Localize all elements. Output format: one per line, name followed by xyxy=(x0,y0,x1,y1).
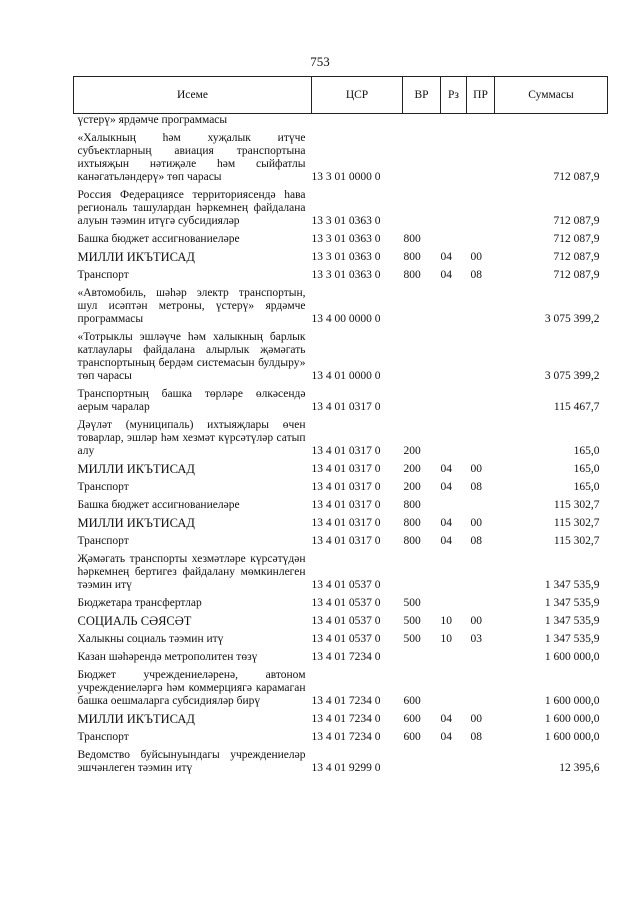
cell-name: Казан шәһәрендә метрополитен төзү xyxy=(77,651,258,663)
cell-name: Россия Федерациясе территориясендә һава региональ ташулардан һәркемнең файдалана алуын тәэмин итүгә субсидияләр xyxy=(77,189,306,227)
cell-name: Транспорт xyxy=(77,481,129,493)
table-row xyxy=(74,268,608,286)
cell-sum: 712 087,9 xyxy=(553,171,600,183)
cell-rz: 04 xyxy=(440,251,452,263)
cell-pr: 00 xyxy=(470,251,482,263)
cell-pr xyxy=(467,114,495,132)
cell-pr xyxy=(467,668,495,712)
cell-name: Бюджетара трансфертлар xyxy=(77,597,202,609)
cell-rz xyxy=(441,188,467,232)
cell-pr: 00 xyxy=(470,517,482,529)
cell-name: Дәүләт (муниципаль) ихтыяҗлары өчен товарлар, эшләр һәм хезмәт күрсәтүләр сатып алу xyxy=(77,419,306,457)
cell-pr: 00 xyxy=(470,463,482,475)
header-pr: ПР xyxy=(467,77,495,114)
cell-csr: 13 3 01 0363 0 xyxy=(311,251,381,263)
cell-name: «Тотрыклы эшләүче һәм халыкның барлык катлаулары файдалана алырлык җәмәгать транспортының бердәм системасын булдыру» төп чарасы xyxy=(77,331,306,382)
cell-rz xyxy=(441,330,467,387)
cell-vr: 500 xyxy=(403,597,421,609)
cell-csr: 13 4 01 0317 0 xyxy=(311,445,381,457)
cell-pr xyxy=(467,131,495,188)
cell-sum: 1 347 535,9 xyxy=(544,597,600,609)
cell-rz xyxy=(441,498,467,516)
cell-pr xyxy=(467,650,495,668)
cell-name: «Автомобиль, шәһәр электр транспортын, шул исәптән метроны, үстерү» ярдәмче программасы xyxy=(77,287,306,325)
cell-rz xyxy=(441,552,467,596)
cell-name: Ведомство буйсынуындагы учреждениеләр эшчәнлеген тәэмин итү xyxy=(77,749,306,774)
table-row xyxy=(74,286,608,330)
header-csr: ЦСР xyxy=(312,77,403,114)
cell-pr: 00 xyxy=(470,615,482,627)
header-sum: Суммасы xyxy=(495,77,608,114)
cell-sum: 1 600 000,0 xyxy=(544,731,600,743)
cell-rz xyxy=(441,286,467,330)
cell-csr: 13 4 01 9299 0 xyxy=(311,762,381,774)
cell-rz xyxy=(441,232,467,250)
cell-rz xyxy=(441,131,467,188)
cell-sum: 1 600 000,0 xyxy=(544,695,600,707)
cell-rz: 04 xyxy=(440,731,452,743)
cell-sum: 712 087,9 xyxy=(553,233,600,245)
cell-csr: 13 4 01 7234 0 xyxy=(311,695,381,707)
cell-name: МИЛЛИ ИКЪТИСАД xyxy=(77,250,195,264)
cell-sum: 712 087,9 xyxy=(553,251,600,263)
table-header xyxy=(74,77,608,114)
cell-pr xyxy=(467,498,495,516)
cell-name: СОЦИАЛЬ СӘЯСӘТ xyxy=(77,614,192,628)
table-row xyxy=(74,552,608,596)
cell-sum: 1 600 000,0 xyxy=(544,713,600,725)
cell-csr: 13 4 01 7234 0 xyxy=(311,713,381,725)
table-row xyxy=(74,614,608,632)
cell-vr xyxy=(403,748,441,779)
table-row xyxy=(74,232,608,250)
cell-name: Транспорт xyxy=(77,535,129,547)
table-row xyxy=(74,632,608,650)
cell-csr: 13 4 01 0317 0 xyxy=(311,535,381,547)
cell-name: Транспортның башка төрләре өлкәсендә аерым чаралар xyxy=(77,388,306,413)
cell-name: үстерү» ярдәмче программасы xyxy=(77,114,228,126)
table-row xyxy=(74,650,608,668)
header-name: Исеме xyxy=(74,77,312,114)
cell-vr: 500 xyxy=(403,615,421,627)
cell-sum: 115 302,7 xyxy=(553,535,600,547)
cell-csr: 13 4 01 0000 0 xyxy=(311,370,381,382)
cell-csr: 13 3 01 0363 0 xyxy=(311,233,381,245)
table-row xyxy=(74,418,608,462)
cell-vr xyxy=(403,330,441,387)
cell-pr xyxy=(467,232,495,250)
cell-pr: 08 xyxy=(470,481,482,493)
cell-name: МИЛЛИ ИКЪТИСАД xyxy=(77,462,195,476)
cell-vr: 600 xyxy=(403,695,421,707)
cell-sum: 3 075 399,2 xyxy=(544,370,600,382)
table-row xyxy=(74,534,608,552)
cell-csr: 13 3 01 0363 0 xyxy=(311,269,381,281)
cell-vr: 600 xyxy=(403,731,421,743)
cell-sum: 12 395,6 xyxy=(559,762,600,774)
cell-rz xyxy=(441,748,467,779)
cell-vr xyxy=(403,552,441,596)
table-row xyxy=(74,498,608,516)
cell-csr: 13 4 00 0000 0 xyxy=(311,313,381,325)
cell-name: МИЛЛИ ИКЪТИСАД xyxy=(77,516,195,530)
header-vr: ВР xyxy=(403,77,441,114)
cell-vr: 200 xyxy=(403,481,421,493)
cell-name: Бюджет учреждениеләренә, автоном учреждениеләргә һәм коммерциягә карамаган башка оешмаларга субсидияләр бирү xyxy=(77,669,306,707)
cell-rz: 10 xyxy=(440,615,452,627)
cell-rz xyxy=(441,387,467,418)
header-row xyxy=(74,77,608,114)
cell-csr: 13 4 01 0537 0 xyxy=(311,615,381,627)
cell-vr xyxy=(403,188,441,232)
cell-sum: 712 087,9 xyxy=(553,215,600,227)
cell-vr: 500 xyxy=(403,633,421,645)
table-row xyxy=(74,330,608,387)
cell-sum xyxy=(495,114,608,132)
cell-sum: 165,0 xyxy=(573,481,600,493)
cell-vr: 200 xyxy=(403,463,421,475)
cell-name: Халыкны социаль тәэмин итү xyxy=(77,633,224,645)
cell-csr: 13 4 01 0537 0 xyxy=(311,597,381,609)
table-row xyxy=(74,596,608,614)
table-row xyxy=(74,668,608,712)
table-row xyxy=(74,480,608,498)
cell-rz: 04 xyxy=(440,535,452,547)
cell-vr xyxy=(403,387,441,418)
table-row xyxy=(74,516,608,534)
cell-csr: 13 4 01 0537 0 xyxy=(311,633,381,645)
cell-sum: 115 302,7 xyxy=(553,517,600,529)
cell-csr: 13 4 01 0317 0 xyxy=(311,499,381,511)
cell-pr xyxy=(467,418,495,462)
cell-csr: 13 3 01 0000 0 xyxy=(311,171,381,183)
cell-pr xyxy=(467,330,495,387)
cell-name: МИЛЛИ ИКЪТИСАД xyxy=(77,712,195,726)
cell-vr xyxy=(403,114,441,132)
cell-vr xyxy=(403,650,441,668)
cell-rz: 04 xyxy=(440,463,452,475)
cell-sum: 1 347 535,9 xyxy=(544,579,600,591)
cell-name: Башка бюджет ассигнованиеләре xyxy=(77,233,240,245)
cell-pr xyxy=(467,387,495,418)
cell-rz: 04 xyxy=(440,269,452,281)
cell-sum: 165,0 xyxy=(573,445,600,457)
table-body xyxy=(74,114,608,780)
cell-sum: 1 347 535,9 xyxy=(544,633,600,645)
cell-pr: 08 xyxy=(470,535,482,547)
cell-name: Җәмәгать транспорты хезмәтләре күрсәтүдән һәркемнең бертигез файдалану мөмкинлеген тәэмин итү xyxy=(77,553,306,591)
cell-pr xyxy=(467,188,495,232)
cell-sum: 3 075 399,2 xyxy=(544,313,600,325)
cell-pr xyxy=(467,552,495,596)
cell-pr: 08 xyxy=(470,269,482,281)
cell-pr: 00 xyxy=(470,713,482,725)
table-row xyxy=(74,188,608,232)
cell-sum: 712 087,9 xyxy=(553,269,600,281)
cell-vr xyxy=(403,131,441,188)
cell-name: Транспорт xyxy=(77,731,129,743)
cell-csr: 13 4 01 0317 0 xyxy=(311,481,381,493)
cell-name: Транспорт xyxy=(77,269,129,281)
cell-rz xyxy=(441,114,467,132)
cell-name: «Халыкның һәм хуҗалык итүче субъектларның авиация транспортына ихтыяҗын нәтиҗәле һәм сыйфатлы канәгатьләндерү» төп чарасы xyxy=(77,132,306,183)
cell-rz xyxy=(441,596,467,614)
cell-vr: 800 xyxy=(403,251,421,263)
cell-sum: 115 302,7 xyxy=(553,499,600,511)
table-row xyxy=(74,730,608,748)
table-row xyxy=(74,712,608,730)
cell-pr xyxy=(467,596,495,614)
cell-csr: 13 4 01 7234 0 xyxy=(311,731,381,743)
cell-rz: 10 xyxy=(440,633,452,645)
budget-table xyxy=(73,76,608,779)
cell-csr: 13 4 01 0317 0 xyxy=(311,517,381,529)
cell-rz: 04 xyxy=(440,713,452,725)
cell-csr: 13 3 01 0363 0 xyxy=(311,215,381,227)
cell-csr xyxy=(312,114,403,132)
cell-rz xyxy=(441,668,467,712)
cell-rz xyxy=(441,418,467,462)
cell-rz: 04 xyxy=(440,481,452,493)
table-row xyxy=(74,114,608,132)
cell-pr: 03 xyxy=(470,633,482,645)
cell-pr: 08 xyxy=(470,731,482,743)
cell-vr: 600 xyxy=(403,713,421,725)
table-row xyxy=(74,131,608,188)
table-row xyxy=(74,387,608,418)
cell-vr: 800 xyxy=(403,233,421,245)
cell-rz: 04 xyxy=(440,517,452,529)
cell-vr: 800 xyxy=(403,517,421,529)
cell-sum: 1 600 000,0 xyxy=(544,651,600,663)
header-rz: Рз xyxy=(441,77,467,114)
cell-pr xyxy=(467,286,495,330)
cell-vr: 800 xyxy=(403,269,421,281)
cell-vr: 800 xyxy=(403,499,421,511)
cell-rz xyxy=(441,650,467,668)
table-row xyxy=(74,250,608,268)
cell-sum: 1 347 535,9 xyxy=(544,615,600,627)
cell-vr: 200 xyxy=(403,445,421,457)
table-row xyxy=(74,462,608,480)
cell-csr: 13 4 01 0317 0 xyxy=(311,463,381,475)
cell-name: Башка бюджет ассигнованиеләре xyxy=(77,499,240,511)
cell-vr xyxy=(403,286,441,330)
cell-csr: 13 4 01 0537 0 xyxy=(311,579,381,591)
table-row xyxy=(74,748,608,779)
cell-sum: 115 467,7 xyxy=(553,401,600,413)
cell-pr xyxy=(467,748,495,779)
cell-sum: 165,0 xyxy=(573,463,600,475)
cell-csr: 13 4 01 0317 0 xyxy=(311,401,381,413)
cell-csr: 13 4 01 7234 0 xyxy=(311,651,381,663)
page-number: 753 xyxy=(310,54,330,69)
cell-vr: 800 xyxy=(403,535,421,547)
